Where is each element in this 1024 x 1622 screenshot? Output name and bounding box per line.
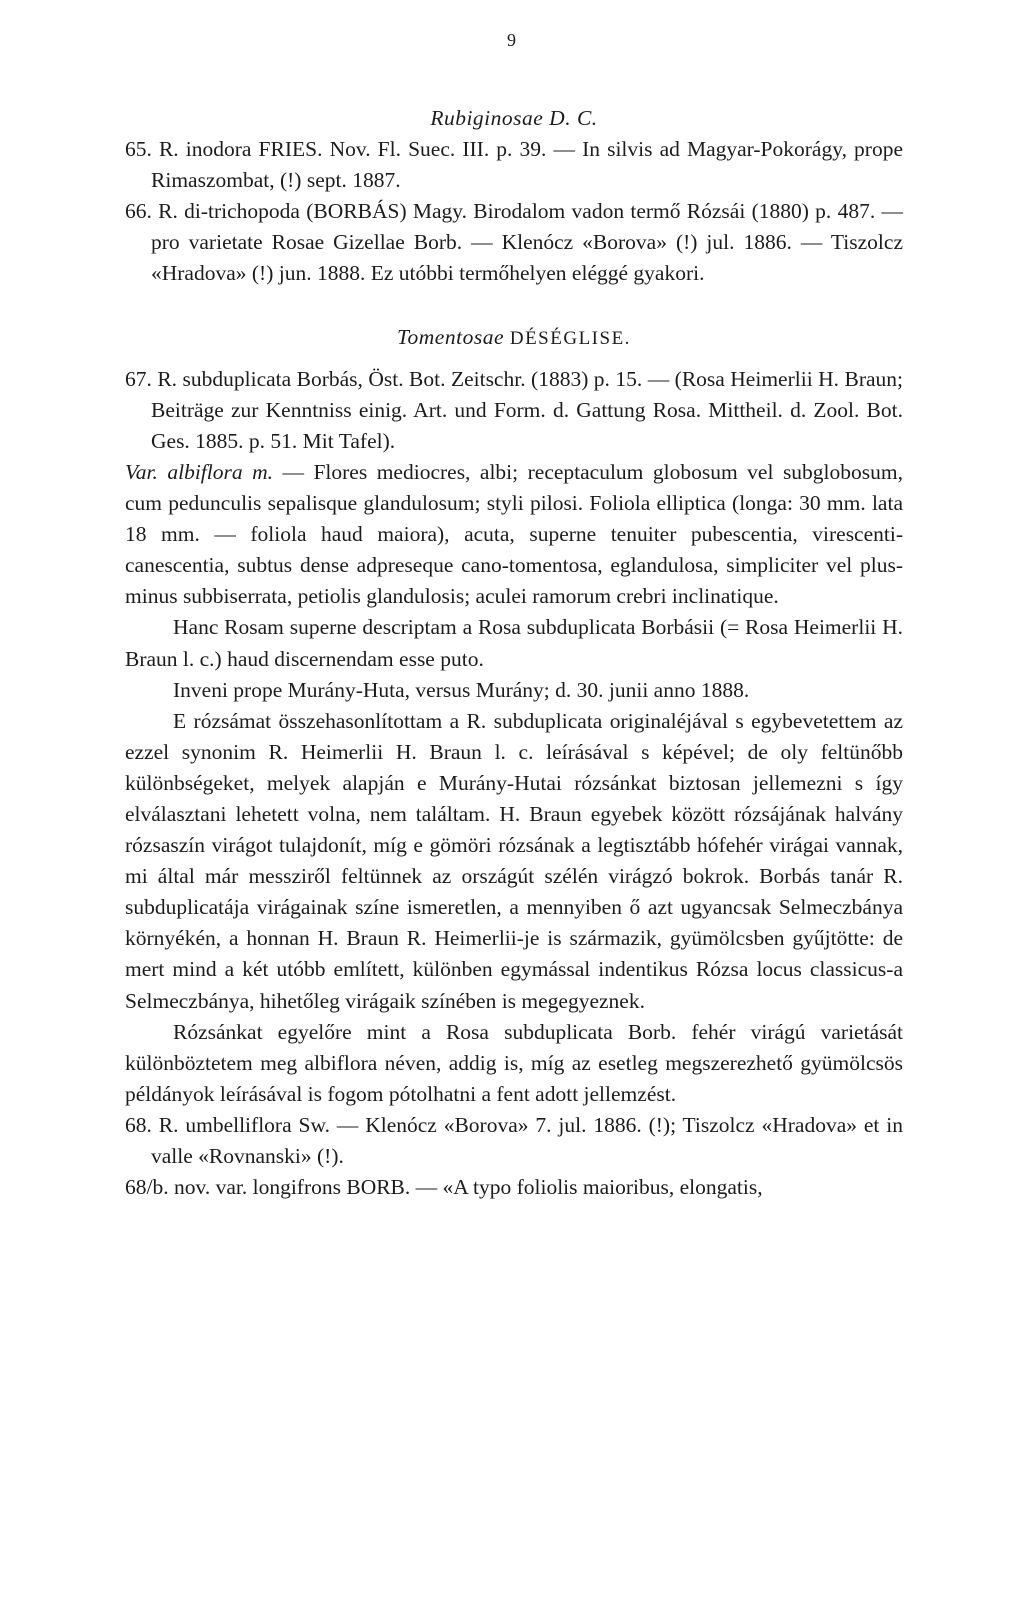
- spacer: [125, 354, 903, 364]
- variety-description: [125, 457, 903, 612]
- page-body: [125, 103, 903, 1203]
- section-title: Tomentosae: [397, 324, 504, 349]
- paragraph: Inveni prope Murány-Huta, versus Murány; d. 30. junii anno 1888.: [173, 677, 750, 702]
- entry-67: 67. R. subduplicata Borbás, Öst. Bot. Zeitschr. (1883) p. 15. — (Rosa Heimerlii H. Braun; Beiträge zur Kenntniss einig. Art. und Form. d. Gattung Rosa. Mittheil. d. Zool. Bot. Ges. 1885. p. 51. Mit Tafel).: [125, 366, 903, 453]
- section-heading-rubiginosae: [125, 103, 903, 134]
- page-number: 9: [507, 30, 517, 50]
- section-author: DÉSÉGLISE.: [509, 327, 631, 349]
- paragraph: E rózsámat összehasonlítottam a R. subduplicata originaléjával s egybevetettem az ezzel synonim R. Heimerlii H. Braun l. c. leírásával s képével; de oly feltünőbb különbségeket, melyek alapján e Murány-Hutai rózsánkat biztosan jellemezni s így elválasztani lehetett volna, nem találtam. H. Braun egyebek között rózsájának halvány rózsaszín virágot tulajdonít, míg e gömöri rózsának a legtisztább hófehér virágai vannak, mi által már messziről feltünnek az országút szélén virágzó bokrok. Borbás tanár R. subduplicatája virágainak színe ismeretlen, a mennyiben ő azt ugyancsak Selmeczbánya környékén, a honnan H. Braun R. Heimerlii-je is származik, gyümölcsben gyűjtötte: de mert mind a két utóbb említett, különben egymással indentikus Rózsa locus classicus-a Selmeczbánya, hihetőleg virágaik színében is megegyeznek.: [125, 708, 903, 1013]
- entry-68: 68. R. umbelliflora Sw. — Klenócz «Borova» 7. jul. 1886. (!); Tiszolcz «Hradova» et in valle «Rovnanski» (!).: [125, 1112, 903, 1168]
- paragraph: Hanc Rosam superne descriptam a Rosa subduplicata Borbásii (= Rosa Heimerlii H. Braun l. c.) haud discernendam esse puto.: [125, 615, 903, 671]
- section-heading-tomentosae: [125, 322, 903, 354]
- variety-name: Var. albiflora m.: [125, 459, 273, 484]
- entry-68b: 68/b. nov. var. longifrons BORB. — «A typo foliolis maioribus, elongatis,: [125, 1175, 763, 1200]
- entry-66: 66. R. di-trichopoda (BORBÁS) Magy. Birodalom vadon termő Rózsái (1880) p. 487. — pro varietate Rosae Gizellae Borb. — Klenócz «Borova» (!) jul. 1886. — Tiszolcz «Hradova» (!) jun. 1888. Ez utóbbi termőhelyen eléggé gyakori.: [125, 199, 903, 286]
- section-title: Rubiginosae D. C.: [430, 106, 598, 130]
- spacer: [125, 290, 903, 322]
- paragraph: Rózsánkat egyelőre mint a Rosa subduplicata Borb. fehér virágú varietását különböztetem meg albiflora néven, addig is, míg az esetleg megszerezhető gyümölcsös példányok leírásával is fogom pótolhatni a fent adott jellemzést.: [125, 1019, 903, 1106]
- variety-text: — Flores mediocres, albi; receptaculum globosum vel subglobosum, cum pedunculis sepalisque glandulosum; styli pilosi. Foliola elliptica (longa: 30 mm. lata 18 mm. — foliola haud maiora), acuta, superne tenuiter pubescentia, virescenti-canescentia, subtus dense adpreseque cano-tomentosa, eglandulosa, simpliciter vel plus-minus subbiserrata, petiolis glandulosis; aculei ramorum crebri inclinatique.: [125, 459, 903, 609]
- entry-65: 65. R. inodora FRIES. Nov. Fl. Suec. III. p. 39. — In silvis ad Magyar-Pokorágy, prope Rimaszombat, (!) sept. 1887.: [125, 137, 903, 193]
